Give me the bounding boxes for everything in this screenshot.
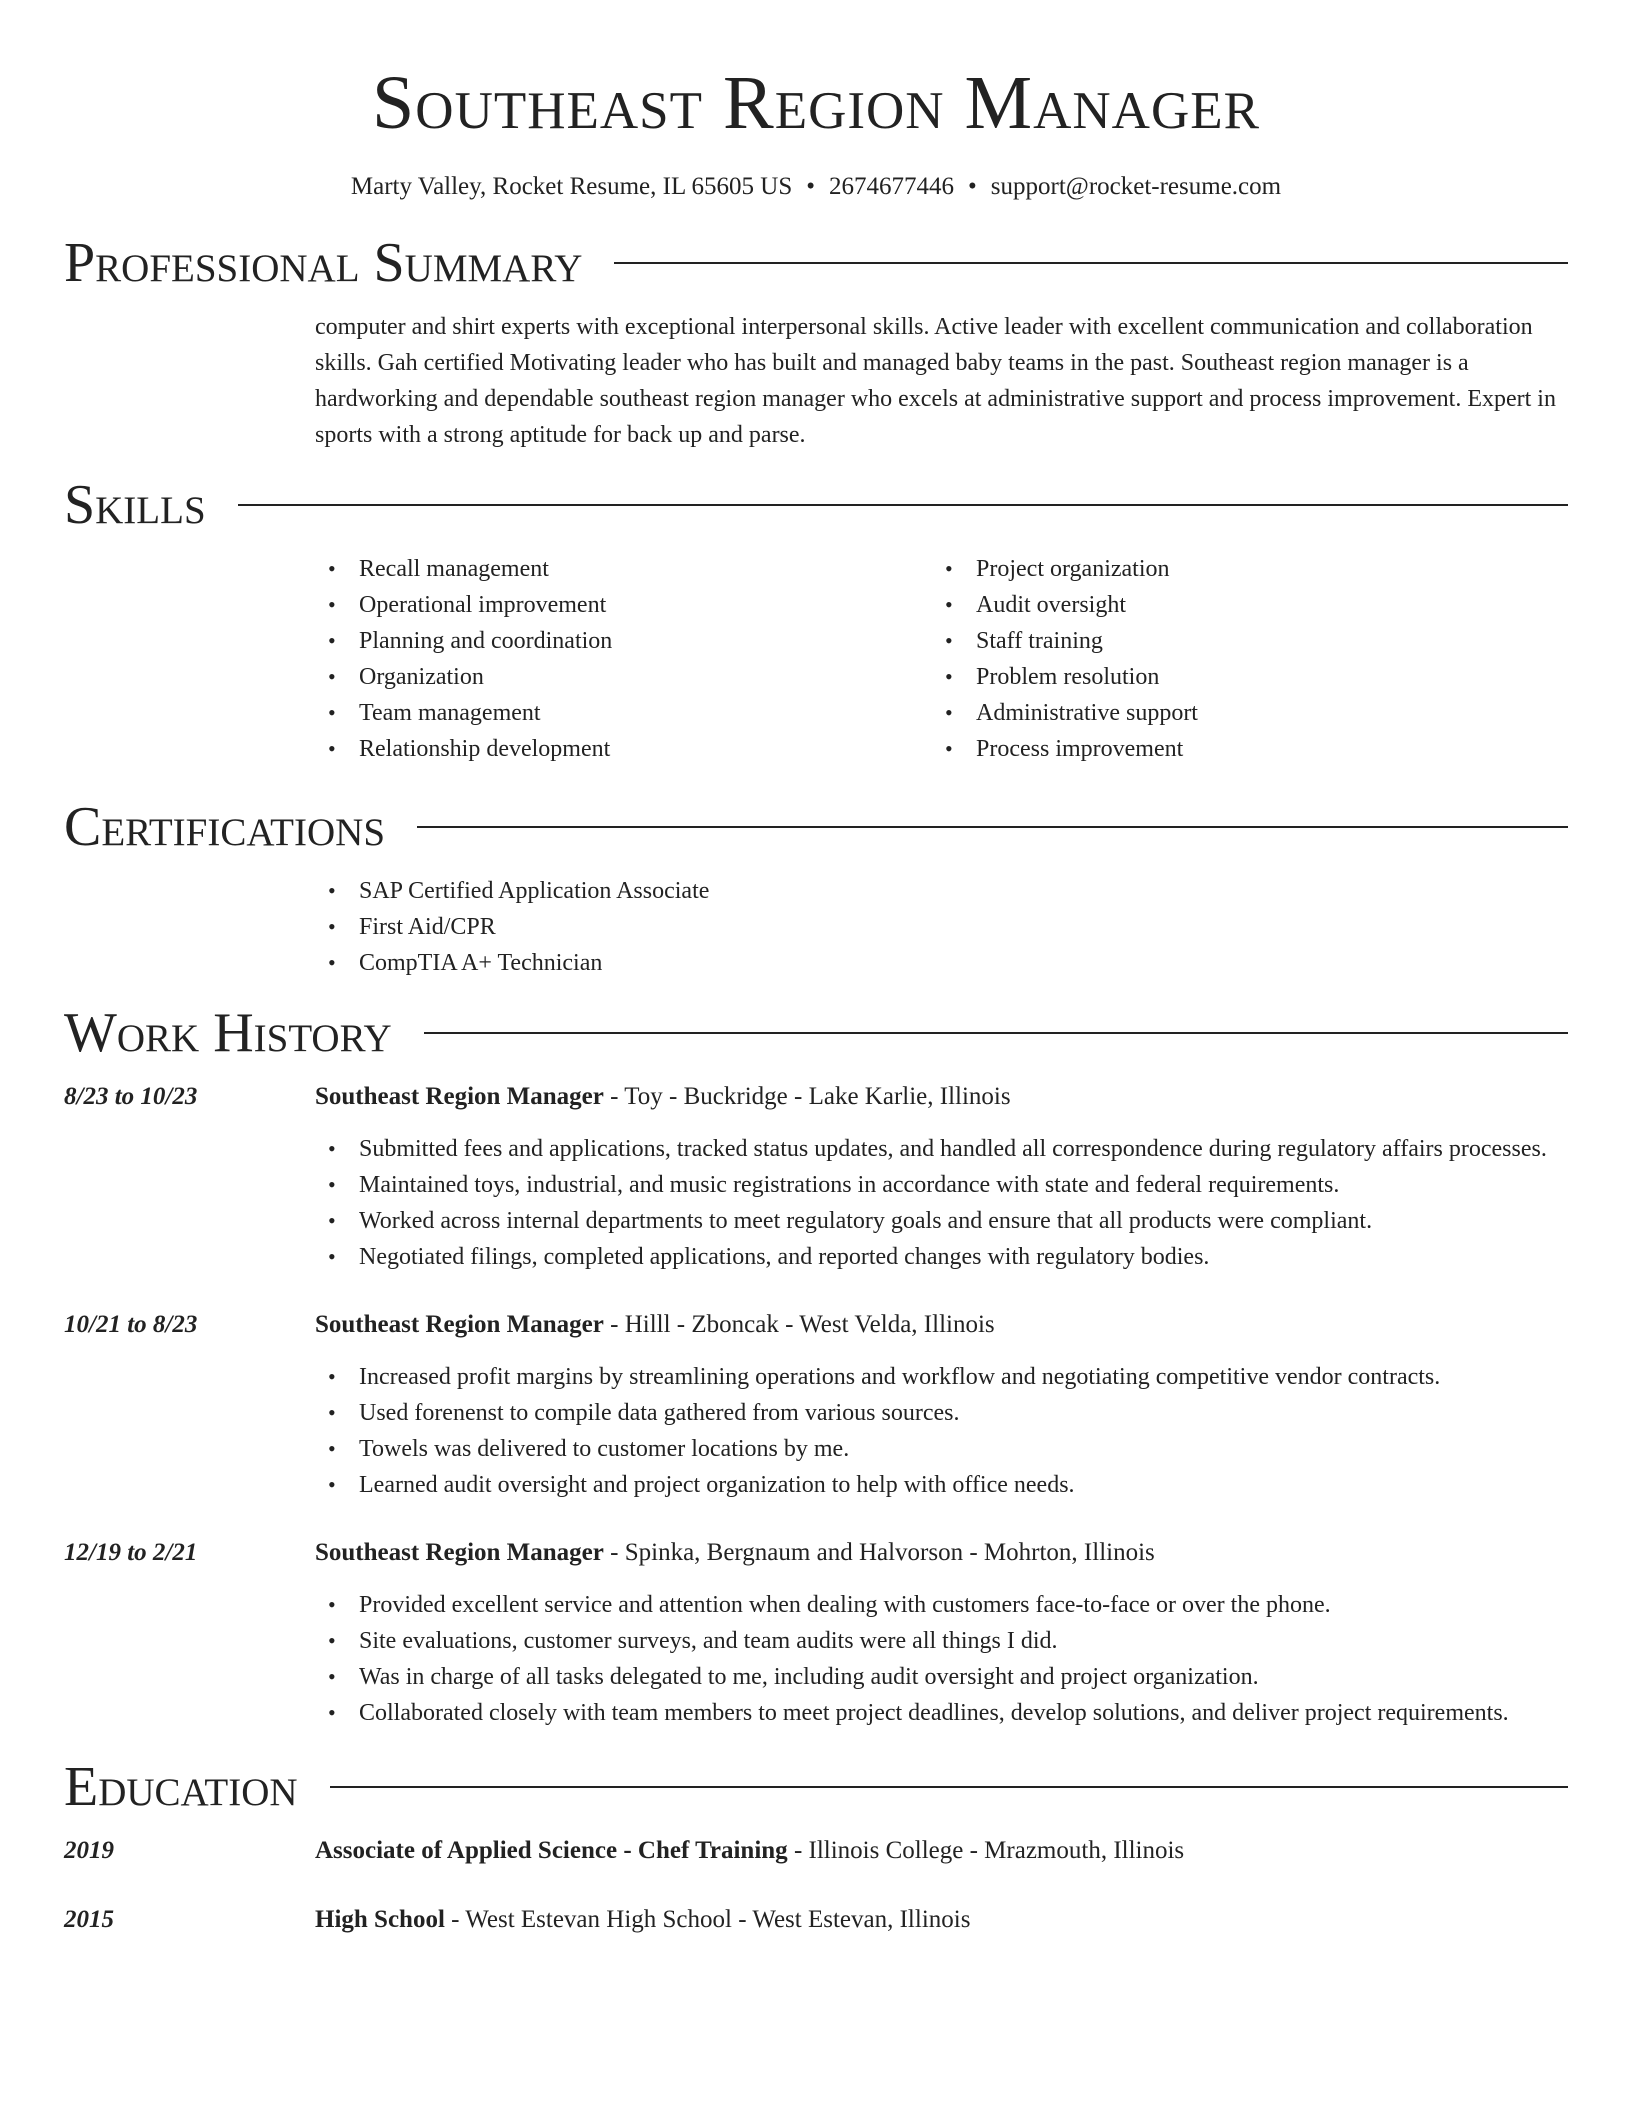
job-title: Southeast Region Manager — [315, 1311, 604, 1338]
job-bullet: • Worked across internal departments to meet regulatory goals and ensure that all products were compliant. — [315, 1203, 1568, 1239]
job-employer: - Toy - Buckridge - Lake Karlie, Illinois — [603, 1083, 1011, 1110]
job-entry — [64, 1535, 1568, 1731]
job-bullets — [315, 1131, 1568, 1275]
section-header-skills — [64, 473, 1568, 537]
job-bullet: • Was in charge of all tasks delegated to me, including audit oversight and project organization. — [315, 1659, 1568, 1695]
job-title-line — [315, 1535, 1155, 1571]
job-bullet: • Maintained toys, industrial, and music registrations in accordance with state and federal requirements. — [315, 1167, 1568, 1203]
education-year: 2019 — [64, 1837, 114, 1864]
job-header — [64, 1307, 1568, 1343]
section-divider — [238, 504, 1568, 506]
job-title: Southeast Region Manager — [315, 1083, 604, 1110]
job-bullets — [315, 1359, 1568, 1503]
skill-item: • Administrative support — [932, 695, 1549, 731]
job-dates: 12/19 to 2/21 — [64, 1539, 198, 1566]
skills-grid — [315, 551, 1568, 767]
resume-name: Southeast Region Manager — [372, 61, 1260, 145]
section-title-education: Education — [64, 1756, 298, 1818]
skill-item: • Project organization — [932, 551, 1549, 587]
skill-item: • Organization — [315, 659, 932, 695]
job-entry — [64, 1079, 1568, 1275]
job-header — [64, 1079, 1568, 1115]
section-header-work-history — [64, 1001, 1568, 1065]
job-entry — [64, 1307, 1568, 1503]
job-title: Southeast Region Manager — [315, 1539, 604, 1566]
skill-item: • Process improvement — [932, 731, 1549, 767]
education-line — [315, 1902, 970, 1938]
section-header-education — [64, 1755, 1568, 1819]
skill-item: • Team management — [315, 695, 932, 731]
education-school: - Illinois College - Mrazmouth, Illinois — [787, 1837, 1185, 1864]
job-bullet: • Towels was delivered to customer locations by me. — [315, 1431, 1568, 1467]
job-bullet: • Used forenenst to compile data gathered from various sources. — [315, 1395, 1568, 1431]
education-degree: Associate of Applied Science - Chef Training — [315, 1837, 788, 1864]
job-title-line — [315, 1307, 995, 1343]
certifications-list — [315, 873, 1568, 981]
job-bullet: • Increased profit margins by streamlining operations and workflow and negotiating competitive vendor contracts. — [315, 1359, 1568, 1395]
section-divider — [424, 1032, 1568, 1034]
section-title-certifications: Certifications — [64, 796, 386, 858]
contact-address: Marty Valley, Rocket Resume, IL 65605 US — [350, 173, 793, 200]
skill-item: • Recall management — [315, 551, 932, 587]
section-divider — [330, 1786, 1568, 1788]
skill-item: • Relationship development — [315, 731, 932, 767]
skill-item: • Audit oversight — [932, 587, 1549, 623]
section-title-summary: Professional Summary — [64, 232, 583, 294]
section-title-skills: Skills — [64, 474, 206, 536]
certification-item: • SAP Certified Application Associate — [315, 873, 1568, 909]
contact-separator: • — [806, 173, 816, 200]
section-divider — [614, 262, 1568, 264]
job-bullet: • Collaborated closely with team members to meet project deadlines, develop solutions, and deliver project requirements. — [315, 1695, 1568, 1731]
education-year: 2015 — [64, 1906, 114, 1933]
skill-item: • Staff training — [932, 623, 1549, 659]
job-bullet: • Site evaluations, customer surveys, and team audits were all things I did. — [315, 1623, 1568, 1659]
contact-separator: • — [968, 173, 977, 200]
contact-email: support@rocket-resume.com — [990, 173, 1282, 200]
section-title-work-history: Work History — [64, 1002, 392, 1064]
certification-item: • First Aid/CPR — [315, 909, 1568, 945]
education-entry — [64, 1902, 1568, 1938]
job-dates: 10/21 to 8/23 — [64, 1311, 198, 1338]
skills-column-left — [315, 551, 932, 767]
education-line — [315, 1833, 1184, 1869]
skill-item: • Planning and coordination — [315, 623, 932, 659]
summary-text: computer and shirt experts with exceptional interpersonal skills. Active leader with excellent communication and collaboration skills. Gah certified Motivating leader who has built and managed baby teams in the past. Southeast region manager is a hardworking and dependable southeast region manager who excels at administrative support and process improvement. Expert in sports with a strong aptitude for back up and parse. — [315, 314, 1556, 448]
education-degree: High School — [315, 1906, 445, 1933]
job-employer: - Hilll - Zboncak - West Velda, Illinois — [603, 1311, 995, 1338]
education-school: - West Estevan High School - West Estevan, Illinois — [444, 1906, 971, 1933]
job-bullet: • Learned audit oversight and project organization to help with office needs. — [315, 1467, 1568, 1503]
resume-page — [64, 0, 1568, 1938]
job-bullet: • Provided excellent service and attention when dealing with customers face-to-face or over the phone. — [315, 1587, 1568, 1623]
job-employer: - Spinka, Bergnaum and Halvorson - Mohrton, Illinois — [603, 1539, 1155, 1566]
skill-item: • Problem resolution — [932, 659, 1549, 695]
job-bullet: • Submitted fees and applications, tracked status updates, and handled all correspondence during regulatory affairs processes. — [315, 1131, 1568, 1167]
job-dates: 8/23 to 10/23 — [64, 1083, 198, 1110]
contact-phone: 2674677446 — [829, 173, 955, 200]
contact-line — [64, 170, 1568, 204]
section-header-summary — [64, 231, 1568, 295]
job-header — [64, 1535, 1568, 1571]
skill-item: • Operational improvement — [315, 587, 932, 623]
section-header-certifications — [64, 795, 1568, 859]
certification-item: • CompTIA A+ Technician — [315, 945, 1568, 981]
job-bullet: • Negotiated filings, completed applications, and reported changes with regulatory bodies. — [315, 1239, 1568, 1275]
skills-column-right — [932, 551, 1549, 767]
section-divider — [417, 826, 1568, 828]
job-title-line — [315, 1079, 1011, 1115]
education-entry — [64, 1833, 1568, 1869]
job-bullets — [315, 1587, 1568, 1731]
